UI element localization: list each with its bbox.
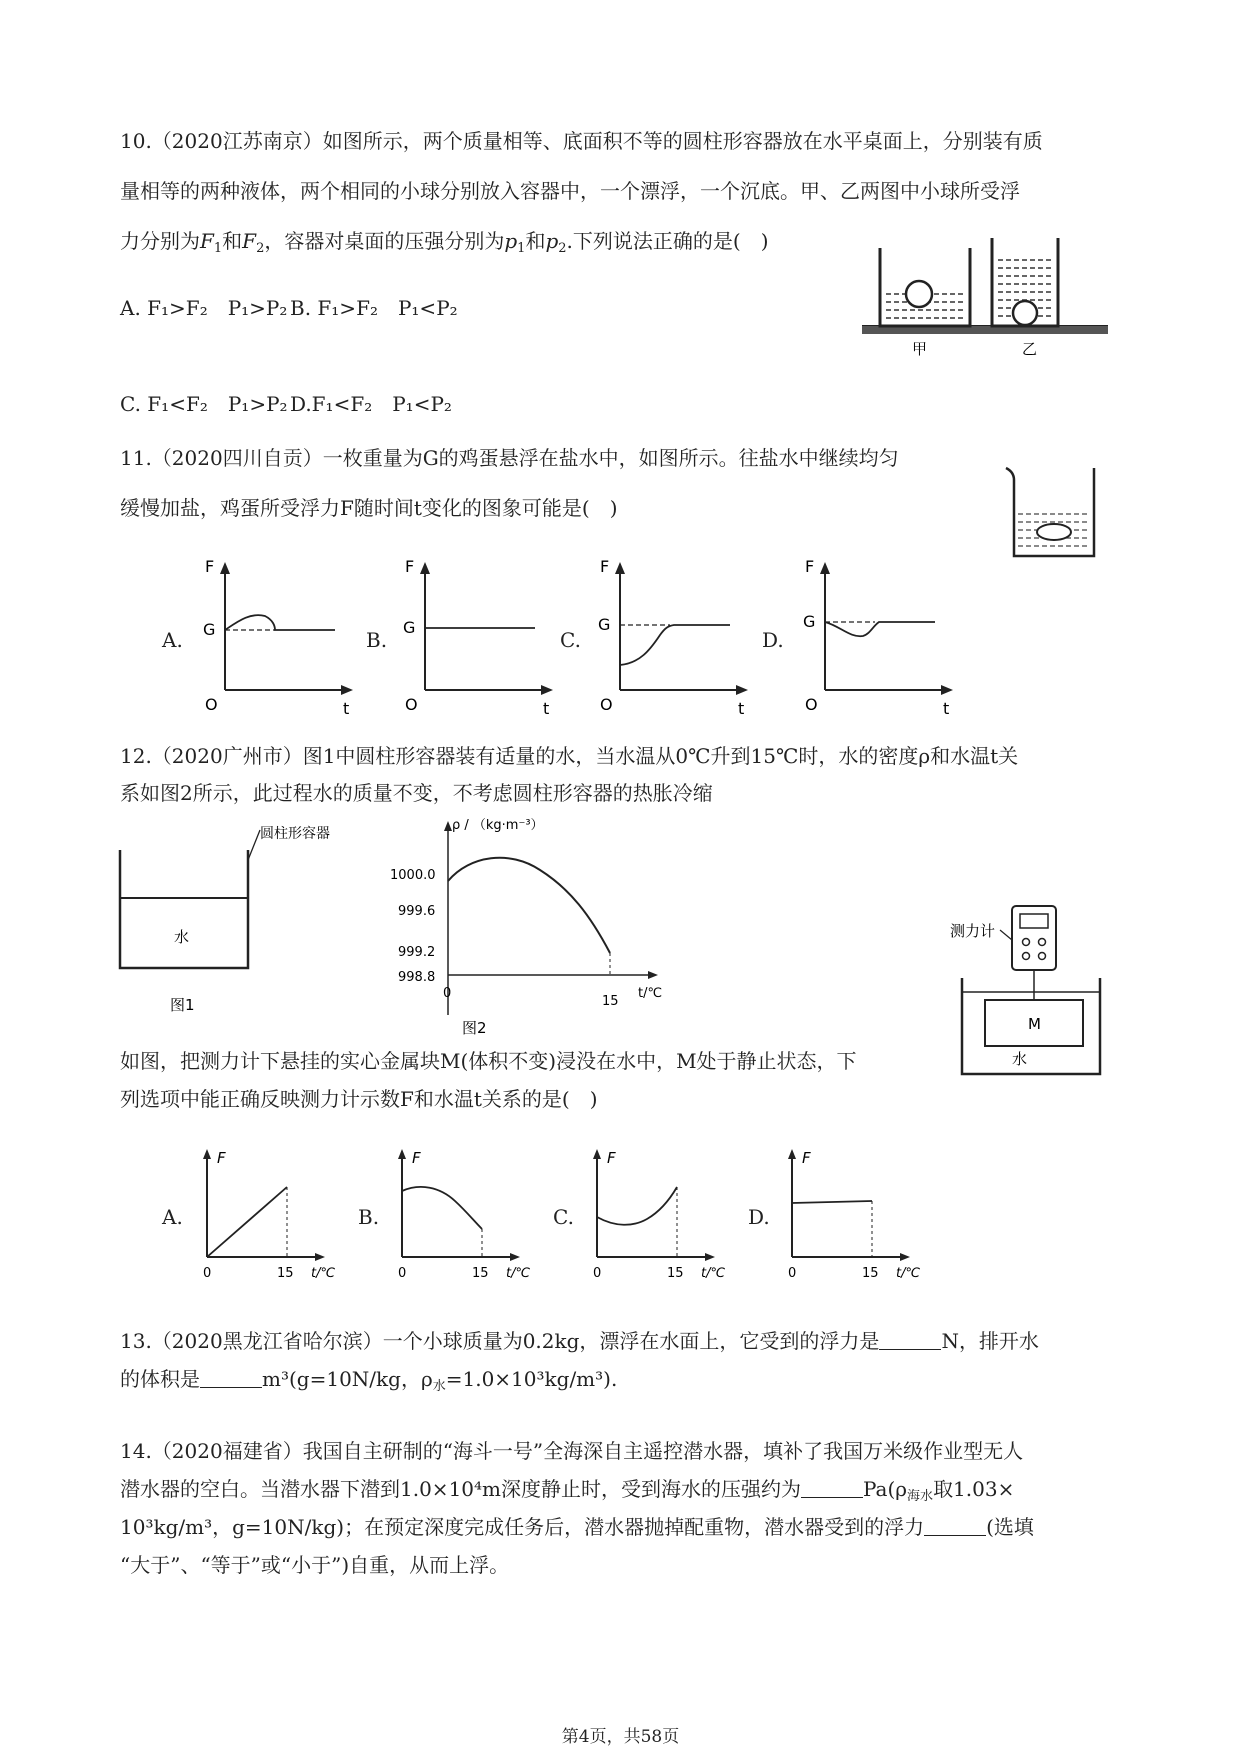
svg-text:O: O: [205, 695, 218, 714]
svg-text:0: 0: [203, 1266, 212, 1281]
q12-figure1: [110, 820, 370, 1020]
q11-option-c: C.: [560, 628, 581, 652]
svg-text:15: 15: [862, 1266, 879, 1281]
q13-line1: 13.（2020黑龙江省哈尔滨）一个小球质量为0.2kg，漂浮在水面上，它受到的浮力是 N，排开水: [120, 1329, 1039, 1353]
svg-text:15: 15: [472, 1266, 489, 1281]
svg-text:图2: 图2: [462, 1019, 487, 1037]
q11-graph-b: [395, 560, 565, 720]
svg-text:t/℃: t/℃: [311, 1266, 336, 1281]
q11-option-d: D.: [762, 628, 784, 652]
q12-graph-d: [780, 1145, 940, 1285]
svg-text:0: 0: [443, 986, 452, 1001]
q10-line1: 10.（2020江苏南京）如图所示，两个质量相等、底面积不等的圆柱形容器放在水平桌面上，分别装有质: [120, 129, 1043, 153]
q12-option-b: B.: [358, 1205, 380, 1229]
svg-text:15: 15: [277, 1266, 294, 1281]
q14-line4: “大于”、“等于”或“小于”)自重，从而上浮。: [120, 1553, 510, 1577]
svg-text:M: M: [1028, 1015, 1041, 1033]
q14-blank-2[interactable]: [924, 1515, 986, 1536]
q14-line1: 14.（2020福建省）我国自主研制的“海斗一号”全海深自主遥控潜水器，填补了我国万米级作业型无人: [120, 1439, 1024, 1463]
q10-option-b: B. F₁>F₂ P₁<P₂: [290, 296, 458, 320]
svg-text:0: 0: [788, 1266, 797, 1281]
svg-text:水: 水: [174, 928, 190, 946]
q13-blank-1[interactable]: [879, 1329, 941, 1350]
svg-text:t: t: [543, 699, 550, 718]
q10-label-yi: 乙: [1022, 340, 1038, 358]
svg-text:t: t: [343, 699, 350, 718]
svg-text:t/℃: t/℃: [701, 1266, 726, 1281]
svg-text:F: F: [412, 1149, 421, 1167]
svg-text:G: G: [803, 612, 816, 631]
q11-beaker-figure: [1000, 462, 1100, 562]
q10-label-jia: 甲: [912, 340, 928, 358]
svg-text:t/℃: t/℃: [638, 986, 663, 1001]
svg-text:G: G: [598, 615, 611, 634]
q12-option-c: C.: [553, 1205, 574, 1229]
svg-text:t/℃: t/℃: [896, 1266, 921, 1281]
svg-text:15: 15: [667, 1266, 684, 1281]
svg-text:F: F: [607, 1149, 616, 1167]
svg-text:1000.0: 1000.0: [390, 868, 436, 883]
q10-option-d: D.F₁<F₂ P₁<P₂: [290, 392, 452, 416]
svg-text:F: F: [600, 560, 610, 576]
q12-line1: 12.（2020广州市）图1中圆柱形容器装有适量的水，当水温从0℃升到15℃时，水的密度ρ和水温t关: [120, 744, 1019, 768]
page-footer: 第4页，共58页: [561, 1727, 680, 1747]
q14-blank-1[interactable]: [801, 1477, 863, 1498]
q11-graph-a: [195, 560, 365, 720]
q12-line4: 列选项中能正确反映测力计示数F和水温t关系的是( ): [120, 1087, 598, 1111]
svg-text:t/℃: t/℃: [506, 1266, 531, 1281]
svg-text:O: O: [600, 695, 613, 714]
svg-text:ρ / （kg·m⁻³）: ρ / （kg·m⁻³）: [452, 818, 544, 833]
q10-option-c: C. F₁<F₂ P₁>P₂: [120, 392, 288, 416]
svg-text:F: F: [217, 1149, 226, 1167]
q11-option-a: A.: [162, 628, 183, 652]
svg-text:998.8: 998.8: [398, 970, 436, 985]
q12-graph-c: [585, 1145, 745, 1285]
q10-containers-figure: [860, 238, 1115, 358]
svg-text:水: 水: [1012, 1050, 1028, 1068]
q12-graph-b: [390, 1145, 550, 1285]
q14-line3: 10³kg/m³，g=10N/kg)；在预定深度完成任务后，潜水器抛掉配重物，潜水器受到的浮力 (选填: [120, 1515, 1034, 1539]
svg-text:t: t: [738, 699, 745, 718]
svg-text:F: F: [205, 560, 215, 576]
q10-line3: 力分别为$F_1$和$F_2$，容器对桌面的压强分别为$p_1$和$p_2$.下列说法正确的是( ): [120, 229, 769, 256]
svg-text:图1: 图1: [170, 996, 195, 1014]
svg-text:G: G: [203, 620, 216, 639]
svg-text:15: 15: [602, 994, 619, 1009]
svg-text:999.2: 999.2: [398, 945, 436, 960]
svg-text:圆柱形容器: 圆柱形容器: [260, 826, 330, 842]
svg-text:0: 0: [593, 1266, 602, 1281]
svg-text:t: t: [943, 699, 950, 718]
svg-text:G: G: [403, 618, 416, 637]
svg-text:F: F: [405, 560, 415, 576]
q11-graph-d: [795, 560, 965, 720]
svg-text:O: O: [805, 695, 818, 714]
q12-option-d: D.: [748, 1205, 770, 1229]
svg-text:999.6: 999.6: [398, 904, 436, 919]
q10-option-a: A. F₁>F₂ P₁>P₂: [120, 296, 288, 320]
q11-graph-c: [590, 560, 760, 720]
q12-graph-a: [195, 1145, 355, 1285]
svg-text:O: O: [405, 695, 418, 714]
svg-text:F: F: [805, 560, 815, 576]
q13-blank-2[interactable]: [200, 1367, 262, 1388]
q12-line2: 系如图2所示，此过程水的质量不变，不考虑圆柱形容器的热胀冷缩: [120, 781, 713, 805]
q11-line2: 缓慢加盐，鸡蛋所受浮力F随时间t变化的图象可能是( ): [120, 496, 618, 520]
q11-line1: 11.（2020四川自贡）一枚重量为G的鸡蛋悬浮在盐水中，如图所示。往盐水中继续均匀: [120, 446, 899, 470]
q12-option-a: A.: [162, 1205, 183, 1229]
q14-line2: 潜水器的空白。当潜水器下潜到1.0×10⁴m深度静止时，受到海水的压强约为 $Pa(\rho_{海水}$取1.03×: [120, 1477, 1015, 1504]
q13-line2: 的体积是 m³(g=10N/kg，$\rho_水=1.0\times 10^3kg/m^3$).: [120, 1367, 618, 1394]
q12-line3: 如图，把测力计下悬挂的实心金属块M(体积不变)浸没在水中，M处于静止状态，下: [120, 1049, 857, 1073]
q10-line2: 量相等的两种液体，两个相同的小球分别放入容器中，一个漂浮，一个沉底。甲、乙两图中小球所受浮: [120, 179, 1020, 203]
svg-text:0: 0: [398, 1266, 407, 1281]
svg-text:F: F: [802, 1149, 811, 1167]
q11-option-b: B.: [366, 628, 388, 652]
q12-figure3-meter: [950, 900, 1110, 1090]
q12-figure2-density-chart: [390, 815, 690, 1040]
svg-text:测力计: 测力计: [950, 922, 996, 940]
